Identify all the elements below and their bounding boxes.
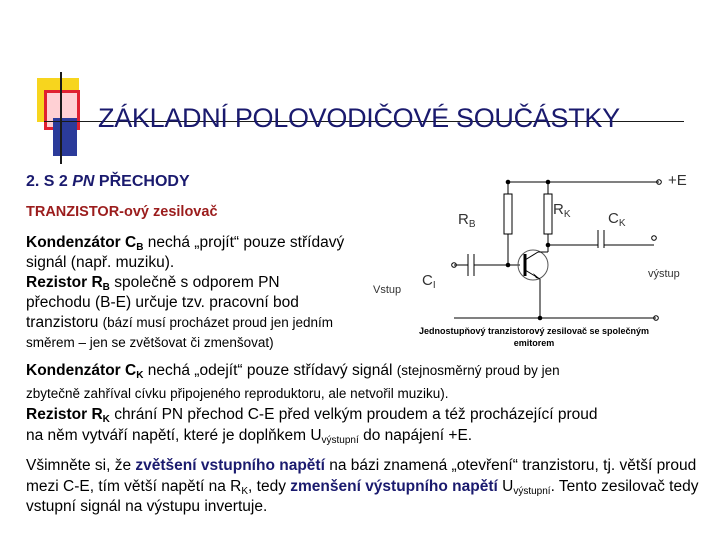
- p1-line2: signál (např. muziku).: [26, 254, 175, 271]
- p1-line6: směrem – jen se zvětšovat či zmenšovat): [26, 335, 274, 350]
- output-label: výstup: [648, 268, 680, 280]
- resistor-rb: [504, 194, 512, 234]
- p3-line2: na něm vytváří napětí, které je doplňkem $U_{výstupní}$ do napájení +E.: [26, 427, 473, 446]
- summary-paragraph: Všimněte si, že zvětšení vstupního napětí na bázi znamená „otevření“ tranzistoru, tj. větší proud mezi C-E, tím větší napětí na $R_K$, tedy zmenšení výstupního napětí $U_{výstupní}$. Tento zesilovač tedy vstupní signál na výstupu invertuje.: [26, 457, 699, 515]
- p2-line2: zbytečně zahříval cívku připojeného reproduktoru, ale netvořil muziku).: [26, 386, 449, 401]
- rk-label: $R_K$: [553, 201, 571, 220]
- input-label: Vstup: [373, 284, 402, 296]
- page-title: ZÁKLADNÍ POLOVODIČOVÉ SOUČÁSTKY: [98, 103, 620, 133]
- amplifier-circuit-diagram: [370, 168, 700, 328]
- resistor-rk: [544, 194, 552, 234]
- rb-label: $R_B$: [458, 211, 476, 230]
- decor-blue-square: [53, 118, 77, 156]
- supply-label: +E: [668, 172, 687, 189]
- c1-label: $C_I$: [422, 272, 436, 291]
- p3-line1: Rezistor $R_K$ chrání PN přechod C-E před velkým proudem a též procházející proud: [26, 406, 598, 425]
- circuit-caption: Jednostupňový tranzistorový zesilovač se společným emitorem: [418, 326, 650, 348]
- p1-line3: Rezistor $R_B$ společně s odporem PN: [26, 274, 280, 293]
- decor-vertical-line: [60, 72, 62, 164]
- p1-line5: tranzistoru (bází musí procházet proud jen jedním: [26, 314, 334, 331]
- p2-line1: Kondenzátor $C_K$ nechá „odejít“ pouze střídavý signál (stejnosměrný proud by jen: [26, 362, 560, 381]
- section-subheading: TRANZISTOR-ový zesilovač: [26, 204, 218, 220]
- p1-line4: přechodu (B-E) určuje tzv. pracovní bod: [26, 294, 299, 311]
- ck-label: $C_K$: [608, 210, 626, 229]
- p1-line1: Kondenzátor $C_B$ nechá „projít“ pouze střídavý: [26, 234, 345, 253]
- section-heading: 2. S 2 PN PŘECHODY: [26, 173, 190, 190]
